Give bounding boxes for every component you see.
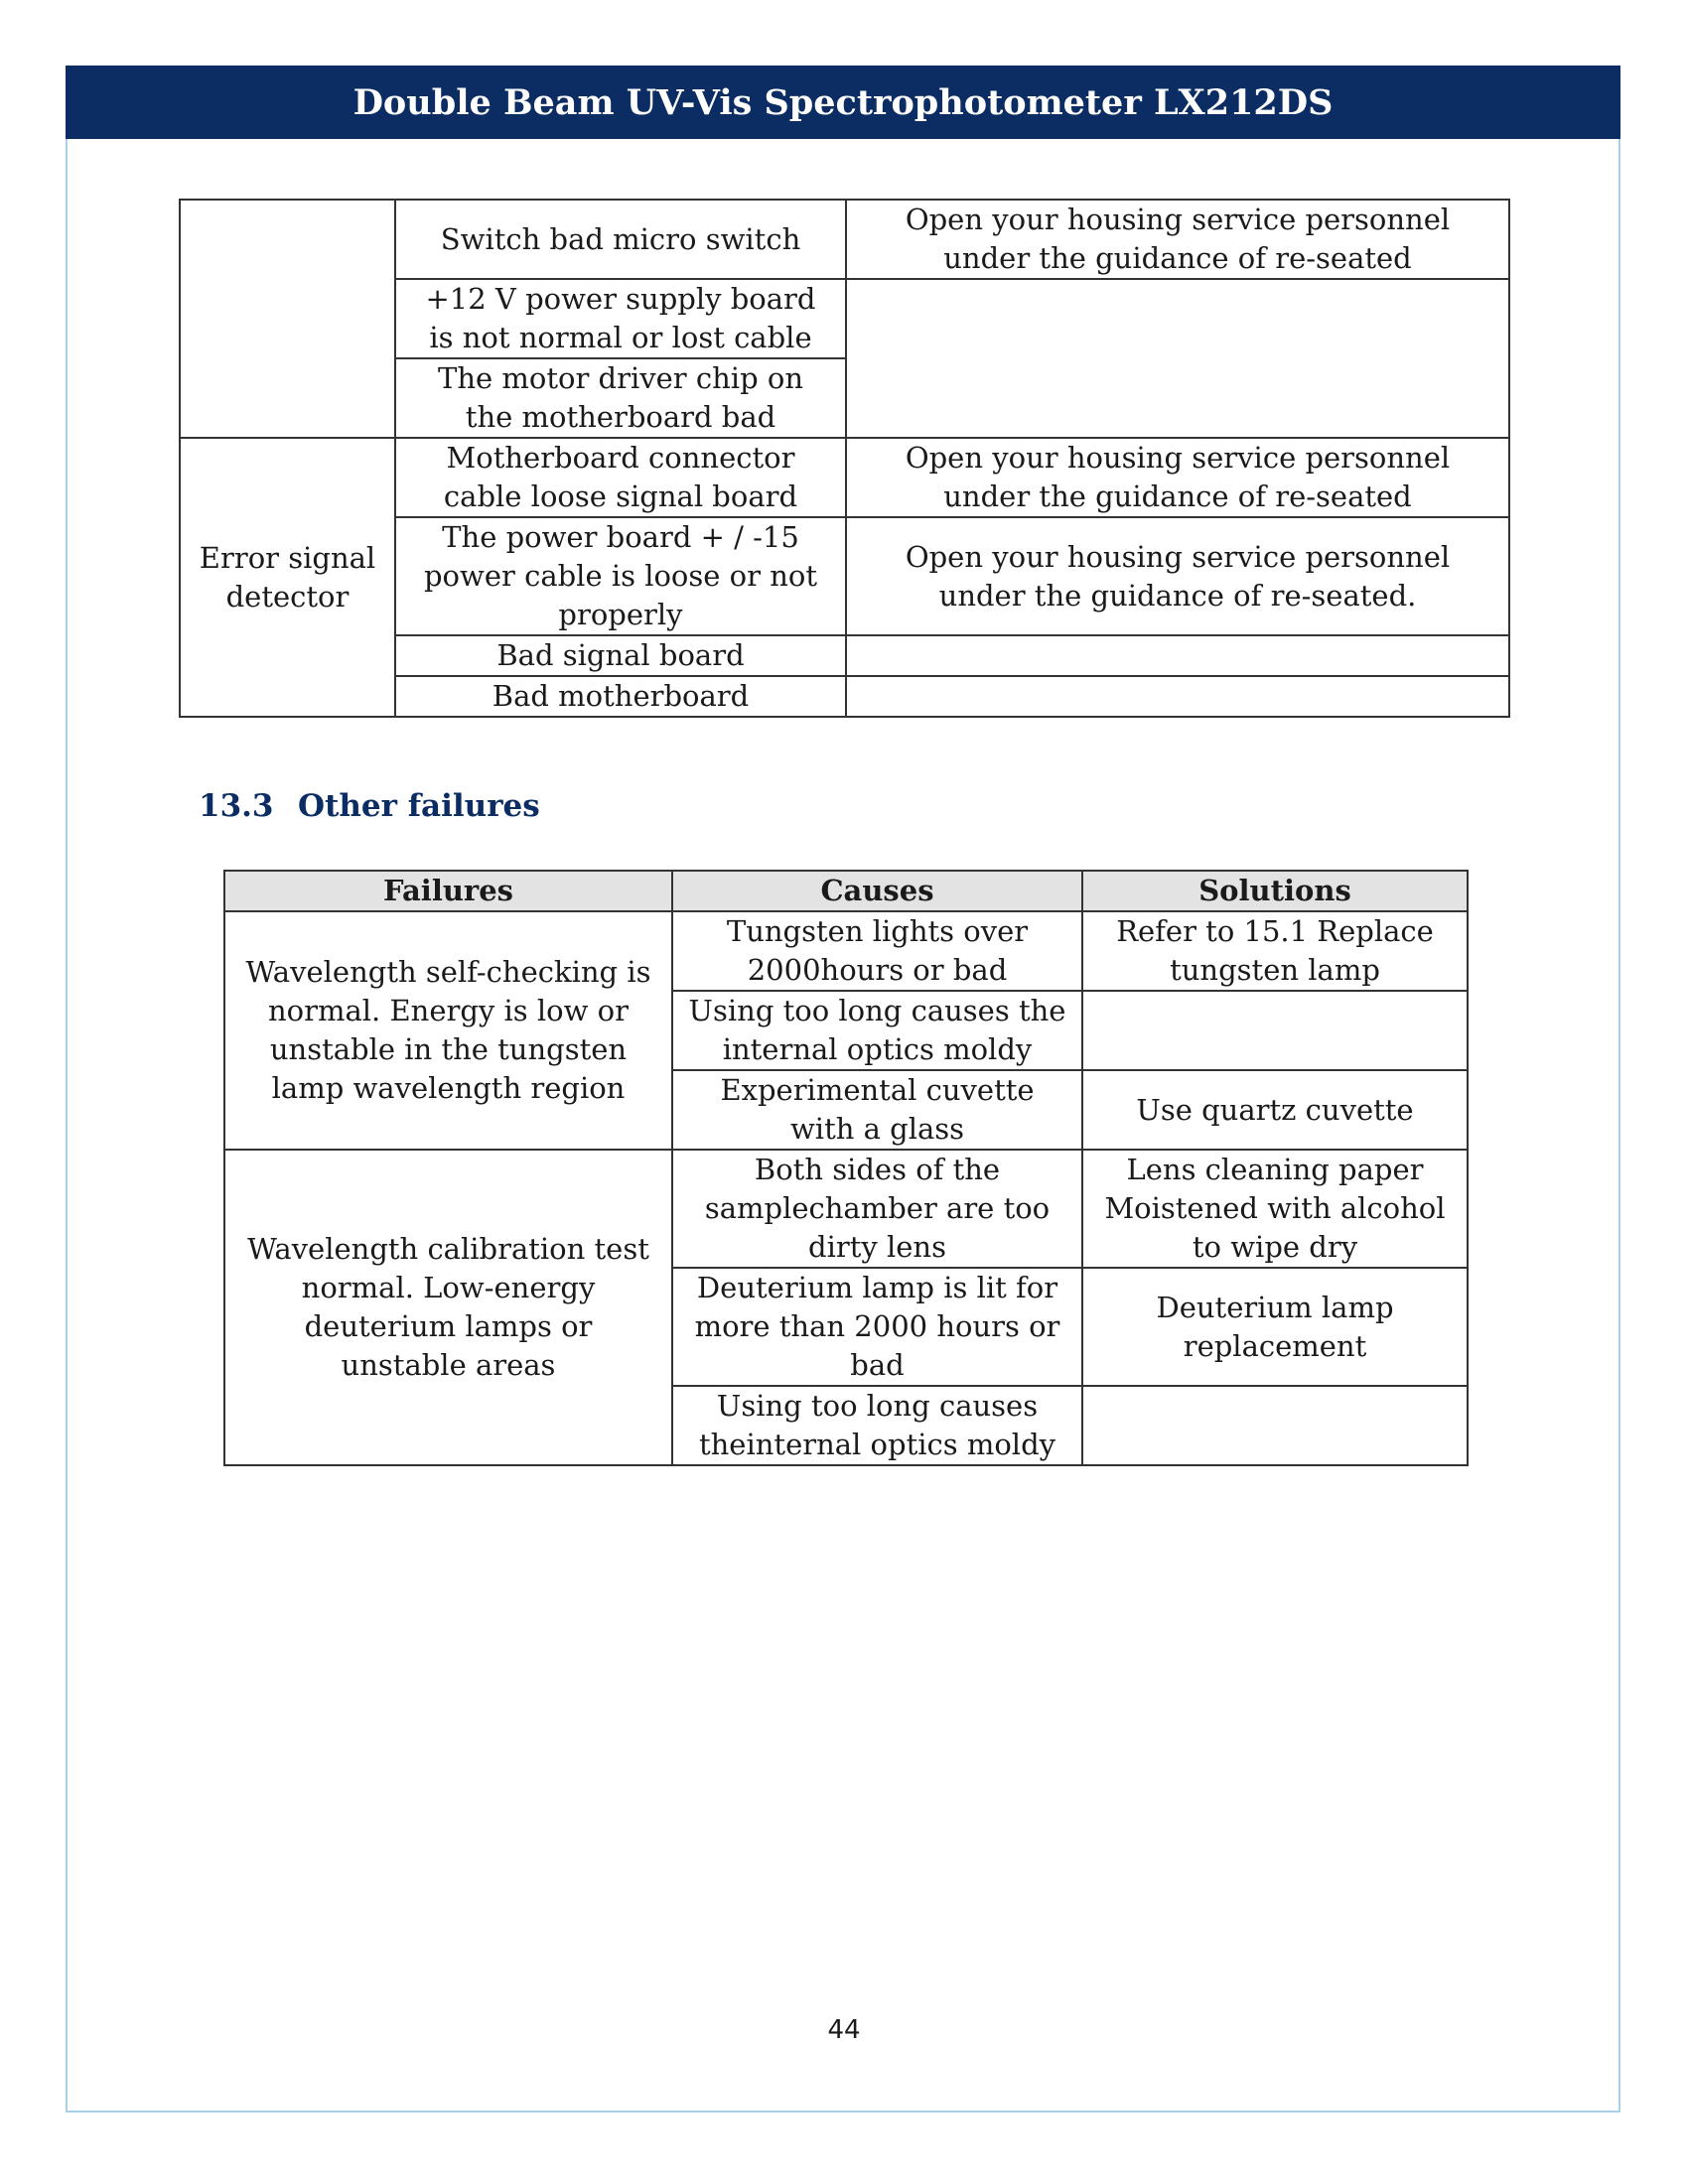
other-failures-table [223,870,1469,1466]
table-row [180,438,1509,517]
column-header-causes: Causes [672,871,1082,911]
document-title: Double Beam UV-Vis Spectrophotometer LX212DS [352,81,1334,123]
cause-cell: Bad signal board [395,635,846,676]
failure-cell: Wavelength calibration test normal. Low-energy deuterium lamps or unstable areas [224,1150,672,1465]
cause-cell: The power board + / -15 power cable is loose or not properly [395,517,846,635]
solution-cell: Lens cleaning paper Moistened with alcohol to wipe dry [1082,1150,1468,1268]
solution-cell [1082,1386,1468,1465]
cause-cell: Motherboard connector cable loose signal board [395,438,846,517]
cause-cell: Both sides of the samplechamber are too dirty lens [672,1150,1082,1268]
solution-cell [1082,991,1468,1070]
cause-cell: Using too long causes the internal optics moldy [672,991,1082,1070]
solution-cell [846,635,1509,676]
cause-cell: Using too long causes theinternal optics moldy [672,1386,1082,1465]
document-header [66,66,1620,139]
solution-cell [846,279,1509,438]
solution-cell: Open your housing service personnel under the guidance of re-seated [846,200,1509,279]
solution-cell: Deuterium lamp replacement [1082,1268,1468,1386]
cause-cell: +12 V power supply board is not normal or lost cable [395,279,846,358]
section-number: 13.3 [199,788,274,824]
column-header-solutions: Solutions [1082,871,1468,911]
cause-cell: Deuterium lamp is lit for more than 2000 hours or bad [672,1268,1082,1386]
page-number: 44 [827,2015,861,2045]
section-title: Other failures [298,788,540,824]
failure-cell: Error signal detector [180,438,395,717]
table-row [224,911,1468,991]
cause-cell: Tungsten lights over 2000hours or bad [672,911,1082,991]
solution-cell: Open your housing service personnel under the guidance of re-seated. [846,517,1509,635]
section-heading [199,788,540,824]
troubleshooting-table-continued [179,199,1510,718]
table-row [224,1150,1468,1268]
solution-cell: Open your housing service personnel under the guidance of re-seated [846,438,1509,517]
cause-cell: Experimental cuvette with a glass [672,1070,1082,1150]
table-row [180,200,1509,279]
table-header-row [224,871,1468,911]
failure-cell [180,200,395,438]
cause-cell: The motor driver chip on the motherboard bad [395,358,846,438]
column-header-failures: Failures [224,871,672,911]
solution-cell [846,676,1509,717]
cause-cell: Switch bad micro switch [395,200,846,279]
failure-cell: Wavelength self-checking is normal. Energy is low or unstable in the tungsten lamp wavelength region [224,911,672,1150]
solution-cell: Refer to 15.1 Replace tungsten lamp [1082,911,1468,991]
cause-cell: Bad motherboard [395,676,846,717]
solution-cell: Use quartz cuvette [1082,1070,1468,1150]
